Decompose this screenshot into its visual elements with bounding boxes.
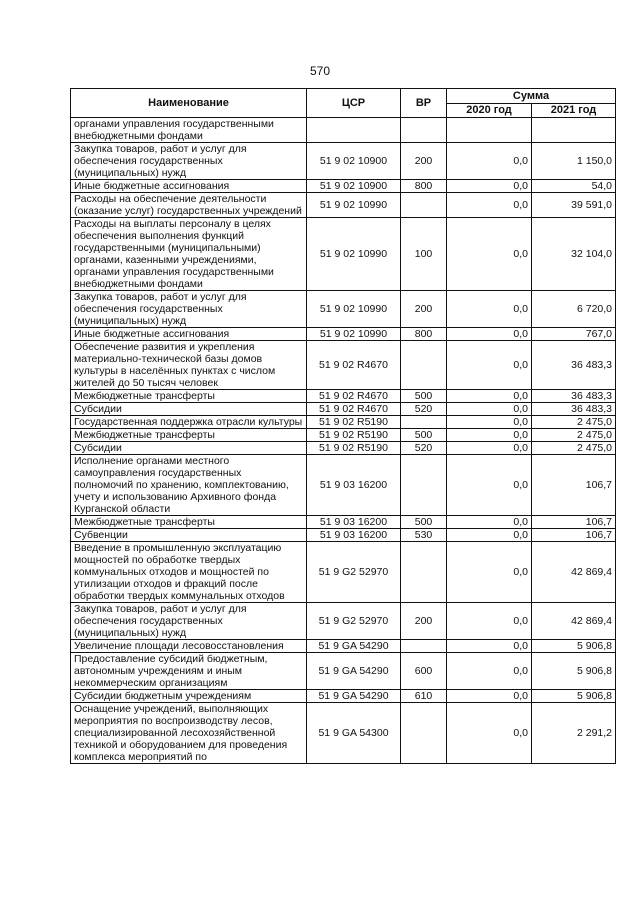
row-csr: 51 9 03 16200 — [307, 529, 401, 542]
row-2020: 0,0 — [447, 403, 532, 416]
row-2020: 0,0 — [447, 341, 532, 390]
row-2020: 0,0 — [447, 529, 532, 542]
row-2020: 0,0 — [447, 328, 532, 341]
row-name: Расходы на обеспечение деятельности (оказание услуг) государственных учреждений — [71, 193, 307, 218]
row-2020: 0,0 — [447, 442, 532, 455]
row-csr: 51 9 G2 52970 — [307, 603, 401, 640]
row-vr: 520 — [401, 442, 447, 455]
row-csr: 51 9 02 R4670 — [307, 390, 401, 403]
header-year-2021: 2021 год — [532, 103, 616, 118]
row-2020: 0,0 — [447, 516, 532, 529]
table-row — [71, 218, 616, 291]
row-name: Межбюджетные трансферты — [71, 390, 307, 403]
row-2021: 767,0 — [532, 328, 616, 341]
row-csr: 51 9 03 16200 — [307, 516, 401, 529]
row-2020: 0,0 — [447, 455, 532, 516]
row-vr: 610 — [401, 690, 447, 703]
table-row — [71, 542, 616, 603]
row-2021: 36 483,3 — [532, 403, 616, 416]
header-vr: ВР — [401, 89, 447, 118]
table-row — [71, 403, 616, 416]
row-2021: 5 906,8 — [532, 640, 616, 653]
row-2020: 0,0 — [447, 703, 532, 764]
row-2021: 42 869,4 — [532, 603, 616, 640]
row-name: Исполнение органами местного самоуправления государственных полномочий по хранению, комплектованию, учету и использованию Архивного фонда Курганской области — [71, 455, 307, 516]
table-row — [71, 180, 616, 193]
table-row — [71, 640, 616, 653]
row-2020: 0,0 — [447, 390, 532, 403]
row-2020 — [447, 118, 532, 143]
table-row — [71, 341, 616, 390]
row-csr: 51 9 02 R5190 — [307, 429, 401, 442]
row-2020: 0,0 — [447, 429, 532, 442]
row-name: Предоставление субсидий бюджетным, автономным учреждениям и иным некоммерческим организациям — [71, 653, 307, 690]
header-name: Наименование — [71, 89, 307, 118]
row-2020: 0,0 — [447, 416, 532, 429]
row-name: органами управления государственными внебюджетными фондами — [71, 118, 307, 143]
row-name: Государственная поддержка отрасли культуры — [71, 416, 307, 429]
row-name: Субсидии — [71, 403, 307, 416]
row-vr: 200 — [401, 143, 447, 180]
row-2021 — [532, 118, 616, 143]
header-year-2020: 2020 год — [447, 103, 532, 118]
row-vr: 530 — [401, 529, 447, 542]
row-2021: 2 475,0 — [532, 442, 616, 455]
row-2020: 0,0 — [447, 291, 532, 328]
row-vr — [401, 416, 447, 429]
row-2021: 42 869,4 — [532, 542, 616, 603]
table-row — [71, 328, 616, 341]
row-name: Увеличение площади лесовосстановления — [71, 640, 307, 653]
table-row — [71, 455, 616, 516]
row-vr: 600 — [401, 653, 447, 690]
row-2021: 2 475,0 — [532, 429, 616, 442]
row-csr: 51 9 02 R4670 — [307, 341, 401, 390]
row-vr: 200 — [401, 603, 447, 640]
table-row — [71, 429, 616, 442]
row-name: Иные бюджетные ассигнования — [71, 180, 307, 193]
row-2020: 0,0 — [447, 180, 532, 193]
row-vr: 500 — [401, 390, 447, 403]
table-row — [71, 690, 616, 703]
table-row — [71, 118, 616, 143]
table-row — [71, 143, 616, 180]
row-csr: 51 9 02 10990 — [307, 291, 401, 328]
row-name: Межбюджетные трансферты — [71, 516, 307, 529]
row-2020: 0,0 — [447, 218, 532, 291]
row-vr: 800 — [401, 328, 447, 341]
row-2020: 0,0 — [447, 690, 532, 703]
row-vr — [401, 703, 447, 764]
row-2021: 36 483,3 — [532, 390, 616, 403]
row-2020: 0,0 — [447, 143, 532, 180]
row-vr — [401, 542, 447, 603]
row-vr: 500 — [401, 516, 447, 529]
table-row — [71, 193, 616, 218]
table-row — [71, 416, 616, 429]
table-row — [71, 516, 616, 529]
row-2020: 0,0 — [447, 640, 532, 653]
row-csr: 51 9 02 10990 — [307, 218, 401, 291]
table-row — [71, 390, 616, 403]
row-csr: 51 9 GA 54290 — [307, 653, 401, 690]
row-name: Субвенции — [71, 529, 307, 542]
table-row — [71, 442, 616, 455]
row-csr: 51 9 02 10900 — [307, 180, 401, 193]
row-vr: 500 — [401, 429, 447, 442]
row-2021: 36 483,3 — [532, 341, 616, 390]
row-csr: 51 9 G2 52970 — [307, 542, 401, 603]
row-name: Субсидии — [71, 442, 307, 455]
row-vr — [401, 640, 447, 653]
header-sum: Сумма — [447, 89, 616, 104]
row-vr: 520 — [401, 403, 447, 416]
table-row — [71, 529, 616, 542]
row-2021: 5 906,8 — [532, 653, 616, 690]
row-2020: 0,0 — [447, 193, 532, 218]
row-name: Оснащение учреждений, выполняющих мероприятия по воспроизводству лесов, специализированной лесохозяйственной техникой и оборудованием для проведения комплекса мероприятий по — [71, 703, 307, 764]
row-name: Расходы на выплаты персоналу в целях обеспечения выполнения функций государственными (муниципальными) органами, казенными учреждениями, органами управления государственными внебюджетными фондами — [71, 218, 307, 291]
table-row — [71, 703, 616, 764]
row-name: Закупка товаров, работ и услуг для обеспечения государственных (муниципальных) нужд — [71, 603, 307, 640]
row-2021: 5 906,8 — [532, 690, 616, 703]
row-name: Субсидии бюджетным учреждениям — [71, 690, 307, 703]
row-2021: 106,7 — [532, 516, 616, 529]
row-2021: 106,7 — [532, 455, 616, 516]
table-body — [71, 118, 616, 764]
row-vr — [401, 341, 447, 390]
row-2021: 106,7 — [532, 529, 616, 542]
row-2021: 32 104,0 — [532, 218, 616, 291]
table-row — [71, 653, 616, 690]
row-csr: 51 9 02 10900 — [307, 143, 401, 180]
row-csr: 51 9 02 10990 — [307, 328, 401, 341]
row-name: Иные бюджетные ассигнования — [71, 328, 307, 341]
row-2021: 6 720,0 — [532, 291, 616, 328]
row-vr — [401, 455, 447, 516]
row-name: Межбюджетные трансферты — [71, 429, 307, 442]
row-csr: 51 9 02 R5190 — [307, 416, 401, 429]
row-2021: 1 150,0 — [532, 143, 616, 180]
row-vr — [401, 118, 447, 143]
row-vr: 100 — [401, 218, 447, 291]
row-csr: 51 9 02 R5190 — [307, 442, 401, 455]
row-csr: 51 9 GA 54300 — [307, 703, 401, 764]
row-csr: 51 9 02 10990 — [307, 193, 401, 218]
table-header — [71, 89, 616, 118]
table-row — [71, 603, 616, 640]
row-2021: 54,0 — [532, 180, 616, 193]
row-name: Введение в промышленную эксплуатацию мощностей по обработке твердых коммунальных отходов и мощностей по утилизации отходов и фракций после обработки твердых коммунальных отходов — [71, 542, 307, 603]
budget-table — [70, 88, 616, 764]
row-csr: 51 9 GA 54290 — [307, 690, 401, 703]
table-row — [71, 291, 616, 328]
row-csr: 51 9 03 16200 — [307, 455, 401, 516]
row-2021: 39 591,0 — [532, 193, 616, 218]
row-2020: 0,0 — [447, 542, 532, 603]
row-name: Закупка товаров, работ и услуг для обеспечения государственных (муниципальных) нужд — [71, 291, 307, 328]
row-csr: 51 9 02 R4670 — [307, 403, 401, 416]
row-2020: 0,0 — [447, 603, 532, 640]
row-name: Обеспечение развития и укрепления материально-технической базы домов культуры в населённых пунктах с числом жителей до 50 тысяч человек — [71, 341, 307, 390]
row-csr: 51 9 GA 54290 — [307, 640, 401, 653]
row-vr: 800 — [401, 180, 447, 193]
row-2020: 0,0 — [447, 653, 532, 690]
page-number: 570 — [309, 64, 331, 78]
row-vr: 200 — [401, 291, 447, 328]
row-2021: 2 291,2 — [532, 703, 616, 764]
row-csr — [307, 118, 401, 143]
header-csr: ЦСР — [307, 89, 401, 118]
row-vr — [401, 193, 447, 218]
row-2021: 2 475,0 — [532, 416, 616, 429]
row-name: Закупка товаров, работ и услуг для обеспечения государственных (муниципальных) нужд — [71, 143, 307, 180]
